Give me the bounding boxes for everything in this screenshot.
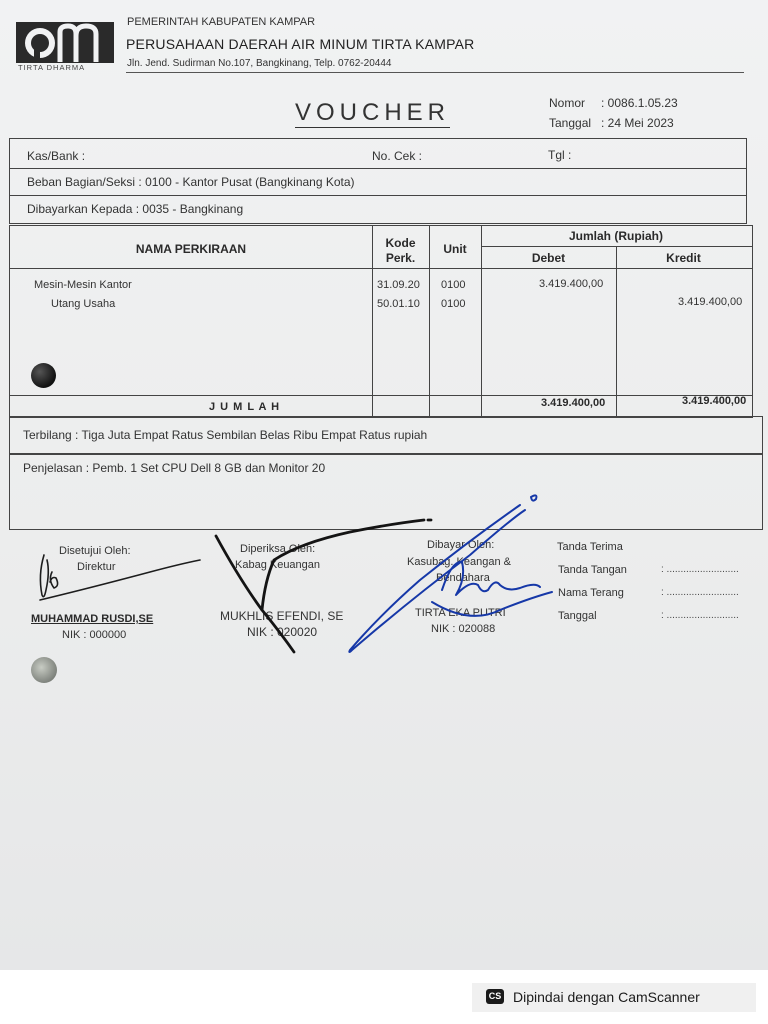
- header-kode-2: Perk.: [385, 251, 416, 265]
- tgl-label: Tgl :: [548, 148, 572, 162]
- dibayar-role-2: Bendahara: [436, 572, 490, 584]
- camscanner-badge: [472, 983, 756, 1012]
- row-kode: 31.09.20: [377, 279, 420, 291]
- diperiksa-name: MUKHLIS EFENDI, SE: [220, 609, 344, 623]
- camscanner-icon: CS: [486, 989, 504, 1004]
- diperiksa-role: Kabag Keuangan: [235, 559, 321, 571]
- disetujui-role: Direktur: [77, 561, 116, 573]
- row-unit: 0100: [441, 279, 466, 291]
- header-kode-1: Kode: [385, 236, 416, 250]
- header-unit: Unit: [443, 242, 467, 256]
- penjelasan-text: Penjelasan : Pemb. 1 Set CPU Dell 8 GB dan Monitor 20: [23, 461, 326, 475]
- header-debet: Debet: [531, 251, 566, 265]
- tanggal-terima-label: Tanggal: [558, 610, 597, 622]
- dibayar-nik: NIK : 020088: [431, 623, 496, 635]
- signature-kabag: [216, 520, 431, 652]
- tanda-terima-title: Tanda Terima: [557, 541, 623, 553]
- header-jumlah: Jumlah (Rupiah): [568, 229, 663, 243]
- row-kode: 50.01.10: [377, 298, 420, 310]
- dibayarkan-kepada: Dibayarkan Kepada : 0035 - Bangkinang: [27, 202, 244, 216]
- dibayar-role-1: Kasubag. Keangan &: [407, 556, 511, 568]
- header-nama-perkiraan: NAMA PERKIRAAN: [135, 242, 247, 256]
- disetujui-nik: NIK : 000000: [62, 629, 127, 641]
- logo-caption: TIRTA DHARMA: [18, 63, 86, 72]
- dibayar-label: Dibayar Oleh:: [427, 539, 495, 551]
- row-unit: 0100: [441, 298, 466, 310]
- tanggal-label: Tanggal: [549, 116, 592, 130]
- header-kredit: Kredit: [666, 251, 701, 265]
- total-kredit: 3.419.400,00: [682, 395, 747, 407]
- gov-heading: PEMERINTAH KABUPATEN KAMPAR: [127, 16, 316, 28]
- disetujui-name: MUHAMMAD RUSDI,SE: [31, 613, 154, 625]
- tanda-tangan-label: Tanda Tangan: [558, 564, 627, 576]
- tanda-tangan-blank: : ..........................: [661, 564, 739, 575]
- diperiksa-nik: NIK : 020020: [247, 625, 318, 639]
- nomor-value: : 0086.1.05.23: [601, 96, 678, 110]
- row-debet: 3.419.400,00: [539, 278, 604, 290]
- company-name: PERUSAHAAN DAERAH AIR MINUM TIRTA KAMPAR: [126, 36, 475, 52]
- row-kredit: 3.419.400,00: [678, 296, 743, 308]
- nomor-label: Nomor: [549, 96, 586, 110]
- no-cek-label: No. Cek :: [372, 149, 423, 163]
- voucher-title: VOUCHER: [295, 99, 451, 126]
- terbilang-text: Terbilang : Tiga Juta Empat Ratus Sembilan Belas Ribu Empat Ratus rupiah: [23, 428, 428, 442]
- disetujui-label: Disetujui Oleh:: [59, 545, 131, 557]
- tanggal-terima-blank: : ..........................: [661, 610, 739, 621]
- beban-bagian: Beban Bagian/Seksi : 0100 - Kantor Pusat (Bangkinang Kota): [27, 175, 355, 189]
- signature-bendahara: [349, 495, 552, 652]
- total-debet: 3.419.400,00: [541, 397, 606, 409]
- company-address: Jln. Jend. Sudirman No.107, Bangkinang, Telp. 0762-20444: [127, 58, 392, 69]
- tanggal-value: : 24 Mei 2023: [601, 116, 674, 130]
- camscanner-label: Dipindai dengan CamScanner: [513, 989, 700, 1005]
- diperiksa-label: Diperiksa Oleh:: [240, 543, 316, 555]
- nama-terang-blank: : ..........................: [661, 587, 739, 598]
- kas-bank-label: Kas/Bank :: [27, 149, 86, 163]
- row-nama: Utang Usaha: [51, 298, 116, 310]
- dibayar-name: TIRTA EKA PUTRI: [415, 607, 506, 619]
- row-nama: Mesin-Mesin Kantor: [34, 279, 132, 291]
- signature-direktur: [40, 555, 200, 600]
- total-label: J U M L A H: [209, 401, 281, 413]
- nama-terang-label: Nama Terang: [558, 587, 624, 599]
